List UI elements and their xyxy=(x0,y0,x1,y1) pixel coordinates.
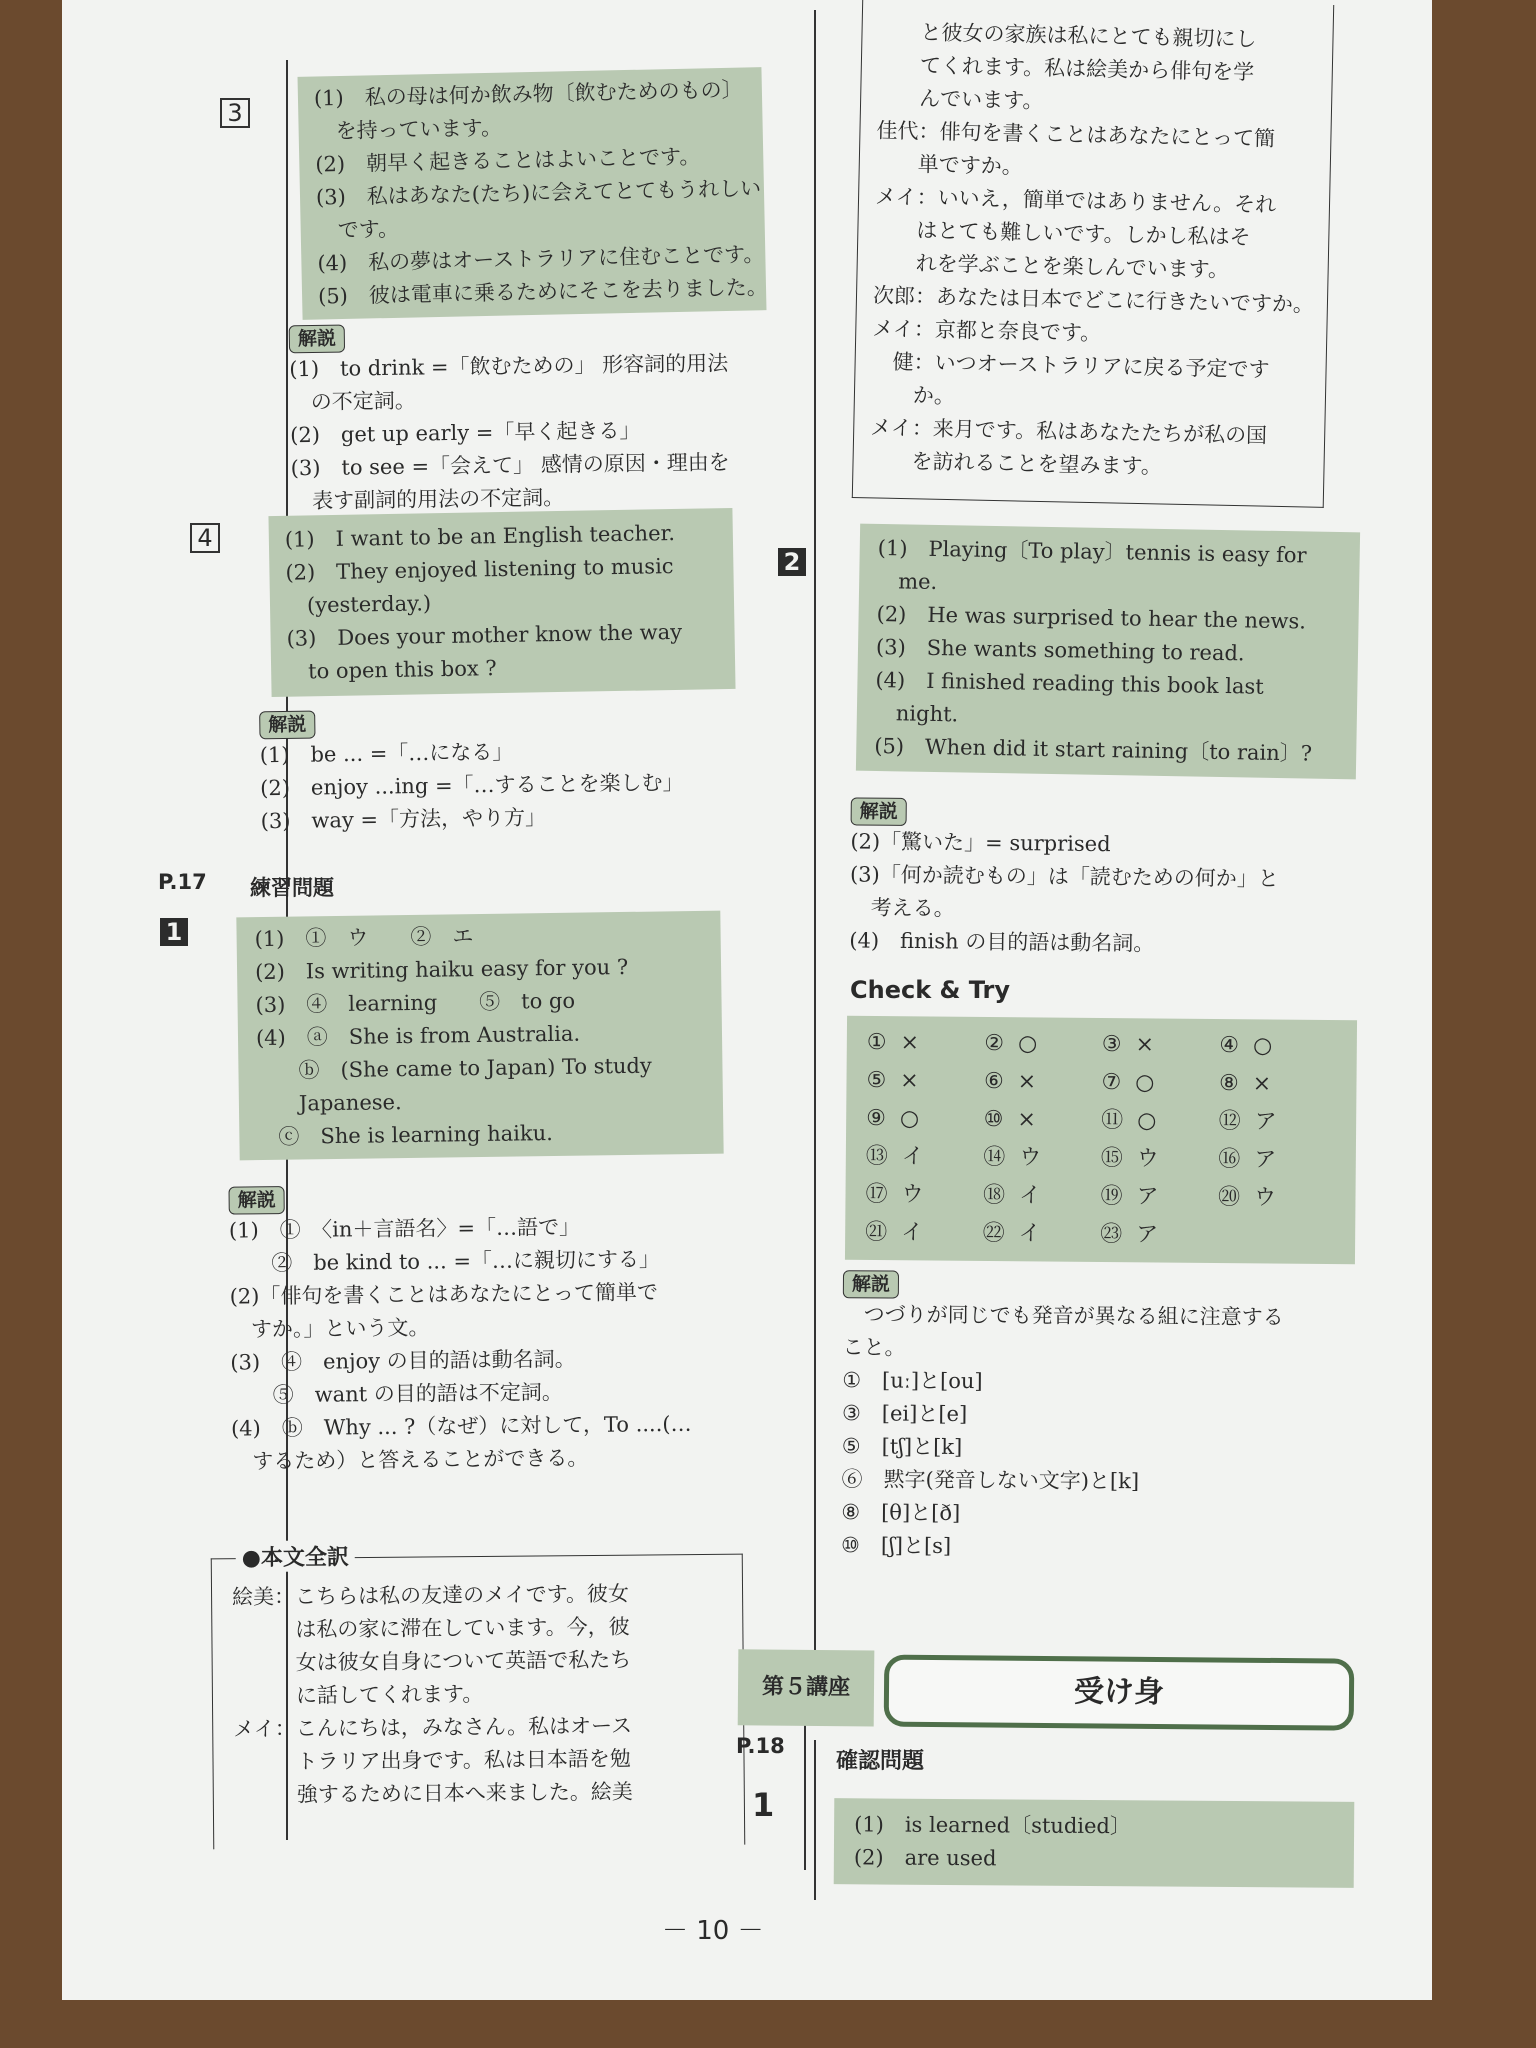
translation-line: か。 xyxy=(870,382,956,409)
item-number: ⑦ xyxy=(1101,1070,1122,1096)
item-mark: イ xyxy=(1018,1183,1042,1209)
translation-line: てくれます。私は絵美から俳句を学 xyxy=(877,52,1255,85)
item-mark: × xyxy=(1017,1107,1036,1133)
item-mark: × xyxy=(1017,1069,1037,1095)
answer-line: night. xyxy=(874,700,959,727)
question-1b-answers xyxy=(834,1798,1355,1888)
translation-line: と彼女の家族は私にとても親切にし xyxy=(878,19,1257,52)
item-mark: ウ xyxy=(1253,1185,1277,1211)
translation-continued-body xyxy=(869,15,1320,486)
question-2-notes xyxy=(849,797,1351,962)
note-line: (4) finish の目的語は動名詞。 xyxy=(849,928,1155,956)
page-ref-p18: P.18 xyxy=(736,1734,785,1758)
item-number: ⑨ xyxy=(866,1105,887,1132)
check-try-cell xyxy=(866,1064,984,1099)
item-number: ⑲ xyxy=(1100,1183,1123,1210)
item-number: ⑭ xyxy=(983,1144,1006,1171)
check-try-cell xyxy=(1219,1029,1337,1064)
check-try-cell xyxy=(1100,1218,1218,1253)
answer-line: (2) They enjoyed listening to music xyxy=(285,554,674,585)
check-try-cell xyxy=(865,1216,983,1251)
translation-line: を訪れることを望みます。 xyxy=(869,448,1163,479)
item-number: ⑳ xyxy=(1217,1185,1241,1211)
check-try-cell xyxy=(984,1027,1102,1062)
translation-line: に話してくれます。 xyxy=(232,1681,484,1709)
item-mark: ウ xyxy=(1019,1145,1042,1171)
item-number: ④ xyxy=(1219,1033,1240,1059)
answer-line: を持っています。 xyxy=(314,115,503,144)
item-mark: イ xyxy=(1018,1221,1041,1247)
answer-line: ⓒ She is learning haiku. xyxy=(257,1120,554,1150)
question-1-label: 1 xyxy=(160,918,188,946)
answer-line: (1) 私の母は何か飲み物〔飲むためのもの〕 xyxy=(313,77,743,111)
document-page xyxy=(62,0,1432,2000)
translation-line: 強するために日本へ来ました。絵美 xyxy=(233,1779,633,1808)
translation-line: 佳代：俳句を書くことはあなたにとって簡 xyxy=(876,118,1276,151)
item-number: ⑥ xyxy=(983,1068,1004,1095)
commentary-tag: 解説 xyxy=(851,797,907,826)
check-try-notes xyxy=(841,1270,1363,1566)
note-line: (2) enjoy ...ing =「…することを楽しむ」 xyxy=(260,770,684,801)
note-line: (3)「何か読むもの」は「読むための何か」と xyxy=(849,862,1279,891)
item-mark: ア xyxy=(1254,1147,1277,1173)
note-line: (3) ④ enjoy の目的語は動名詞。 xyxy=(230,1347,576,1375)
check-try-cell xyxy=(1100,1180,1218,1215)
answer-line: (2) He was surprised to hear the news. xyxy=(876,601,1307,634)
note-line: (2)「俳句を書くことはあなたにとって簡単で xyxy=(229,1280,659,1309)
question-1-notes xyxy=(228,1181,731,1478)
item-mark: × xyxy=(900,1030,920,1056)
item-mark: ア xyxy=(1136,1184,1159,1210)
item-number: ⑧ xyxy=(1218,1071,1239,1097)
answer-line: ⓑ (She came to Japan) To study xyxy=(256,1053,652,1084)
translation-box xyxy=(211,1545,746,1850)
note-line: (3) to see =「会えて」 感情の原因・理由を xyxy=(290,450,730,481)
item-number: ⑫ xyxy=(1218,1109,1241,1135)
question-2-label: 2 xyxy=(778,548,806,576)
answer-line: です。 xyxy=(316,216,400,243)
item-mark: イ xyxy=(901,1144,924,1170)
item-mark: ○ xyxy=(1137,1108,1157,1134)
note-line: 表す副詞的用法の不定詞。 xyxy=(290,485,565,514)
check-try-cell xyxy=(983,1217,1101,1252)
check-try-cell xyxy=(866,1102,984,1137)
answer-line: (2) Is writing haiku easy for you ? xyxy=(254,954,629,985)
item-number: ⑪ xyxy=(1101,1108,1124,1134)
question-3-label: 3 xyxy=(220,98,250,128)
item-number: ⑰ xyxy=(865,1181,888,1208)
item-number: ⑱ xyxy=(982,1182,1006,1209)
note-line: すか。」という文。 xyxy=(229,1315,430,1342)
lesson-title: 受け身 xyxy=(884,1655,1355,1731)
note-line: するため）と答えることができる。 xyxy=(231,1445,589,1474)
answer-line: (yesterday.) xyxy=(285,591,432,618)
p18-rule xyxy=(814,1740,816,1900)
answer-line: (3) ④ learning ⑤ to go xyxy=(255,988,576,1018)
item-mark: イ xyxy=(901,1220,924,1246)
check-try-cell xyxy=(1102,1028,1220,1063)
translation-body xyxy=(232,1578,633,1812)
item-mark: × xyxy=(1135,1032,1155,1058)
answer-line: (2) 朝早く起きることはよいことです。 xyxy=(315,144,701,177)
translation-line: トラリア出身です。私は日本語を勉 xyxy=(233,1746,631,1775)
item-number: ⑩ xyxy=(983,1106,1004,1133)
item-mark: ○ xyxy=(899,1106,920,1132)
check-try-cell xyxy=(1218,1181,1336,1216)
check-try-cell xyxy=(1218,1143,1336,1178)
item-mark: ア xyxy=(1254,1109,1277,1135)
item-number: ① xyxy=(866,1029,887,1056)
note-line: 考える。 xyxy=(849,895,955,921)
note-line: の不定詞。 xyxy=(289,388,416,415)
question-4-notes xyxy=(259,705,731,839)
translation-line: メイ：京都と奈良です。 xyxy=(872,316,1102,346)
commentary-tag: 解説 xyxy=(289,325,345,354)
answer-line: (3) Does your mother know the way xyxy=(286,619,683,651)
note-line: ⑤ [tʃ]と[k] xyxy=(841,1434,963,1460)
lesson-banner xyxy=(738,1649,1359,1734)
question-4-answers xyxy=(268,508,735,697)
translation-line: 絵美：こちらは私の友達のメイです。彼女 xyxy=(231,1581,630,1610)
page-ref-p17: P.17 xyxy=(158,870,207,894)
item-number: ㉓ xyxy=(1100,1221,1123,1248)
question-2-answers xyxy=(856,524,1360,780)
note-line: (1) ① 〈in＋言語名〉=「…語で」 xyxy=(228,1214,581,1243)
note-line: (2)「驚いた」= surprised xyxy=(850,829,1111,857)
check-try-cell xyxy=(865,1178,983,1213)
lesson-number: 第５講座 xyxy=(738,1649,875,1726)
item-number: ② xyxy=(984,1030,1005,1057)
answer-line: (4) I finished reading this book last xyxy=(875,667,1264,699)
note-line: (1) to drink =「飲むための」 形容詞的用法 xyxy=(289,351,729,382)
translation-title: ●本文全訳 xyxy=(236,1540,355,1572)
check-try-cell xyxy=(1219,1067,1337,1102)
note-line: ⑩ [ʃ]と[s] xyxy=(841,1533,952,1558)
item-number: ㉑ xyxy=(865,1219,888,1246)
item-mark: ウ xyxy=(901,1182,924,1208)
answer-line: (3) She wants something to read. xyxy=(875,634,1245,666)
check-try-title: Check & Try xyxy=(850,976,1011,1004)
answer-line: (3) 私はあなた(たち)に会えてとてもうれしい xyxy=(315,176,762,210)
commentary-tag: 解説 xyxy=(259,711,315,740)
check-try-cell xyxy=(1101,1142,1219,1177)
check-try-cell xyxy=(983,1179,1101,1214)
item-number: ⑮ xyxy=(1100,1145,1123,1172)
answer-line: (4) 私の夢はオーストラリアに住むことです。 xyxy=(317,242,765,276)
item-number: ⑯ xyxy=(1218,1147,1241,1173)
item-number: ⑬ xyxy=(865,1143,888,1170)
translation-continued-box xyxy=(852,0,1334,508)
commentary-tag: 解説 xyxy=(843,1270,899,1298)
answer-line: (4) ⓐ She is from Australia. xyxy=(255,1021,581,1051)
answer-line: (1) ① ウ ② エ xyxy=(254,924,474,952)
translation-line: 次郎：あなたは日本でどこに行きたいですか。 xyxy=(872,283,1315,317)
check-try-cell xyxy=(983,1141,1101,1176)
item-mark: ○ xyxy=(1252,1033,1273,1059)
item-mark: ウ xyxy=(1136,1146,1159,1172)
check-try-cells xyxy=(865,1026,1337,1254)
note-line: ⑤ want の目的語は不定詞。 xyxy=(230,1380,563,1408)
question-4-label: 4 xyxy=(190,523,220,553)
answer-line: (1) I want to be an English teacher. xyxy=(284,520,676,552)
note-line: つづりが同じでも発音が異なる組に注意する xyxy=(842,1302,1284,1330)
question-3-answers xyxy=(298,67,767,320)
answer-line: (1) is learned〔studied〕 xyxy=(854,1812,1131,1839)
answer-line: to open this box ? xyxy=(286,656,497,684)
answer-line: (1) Playing〔To play〕tennis is easy for xyxy=(877,535,1307,568)
item-number: ⑤ xyxy=(866,1067,887,1094)
translation-line: はとても難しいです。しかし私はそ xyxy=(874,217,1251,250)
answer-line: (2) are used xyxy=(853,1845,997,1871)
question-3-notes xyxy=(289,319,762,519)
translation-line: んでいます。 xyxy=(876,85,1044,113)
check-try-cell xyxy=(984,1103,1102,1138)
item-mark: × xyxy=(900,1068,919,1094)
check-try-cell xyxy=(1101,1066,1219,1101)
item-number: ③ xyxy=(1101,1032,1122,1058)
check-try-cell xyxy=(1101,1104,1219,1139)
note-line: (4) ⓑ Why ... ?（なぜ）に対して，To ....(… xyxy=(230,1411,692,1441)
check-try-cell xyxy=(866,1140,984,1175)
center-column-rule xyxy=(814,10,816,1650)
answer-line: (5) When did it start raining〔to rain〕? xyxy=(874,733,1313,766)
translation-line: 女は彼女自身について英語で私たち xyxy=(232,1647,632,1676)
page-number: － 10 － xyxy=(662,1916,764,1946)
note-line: ⑥ 黙字(発音しない文字)と[k] xyxy=(841,1467,1140,1494)
check-try-cell xyxy=(1219,1105,1337,1140)
item-mark: × xyxy=(1252,1071,1272,1097)
translation-line: 単ですか。 xyxy=(875,151,1024,179)
item-mark: ○ xyxy=(1017,1031,1038,1057)
note-line: こと。 xyxy=(842,1335,906,1360)
question-1-answers xyxy=(236,911,723,1161)
translation-line: メイ：こんにちは，みなさん。私はオース xyxy=(233,1713,633,1742)
note-line: ① [uː]と[ou] xyxy=(842,1368,983,1394)
check-try-grid xyxy=(845,1016,1357,1264)
answer-line: me. xyxy=(876,568,938,595)
item-mark: ○ xyxy=(1135,1070,1155,1096)
section-title-practice: 練習問題 xyxy=(250,876,334,900)
check-try-cell xyxy=(867,1026,985,1061)
commentary-tag: 解説 xyxy=(228,1186,284,1215)
question-1b-label: 1 xyxy=(752,1786,775,1824)
translation-line: は私の家に滞在しています。今，彼 xyxy=(232,1614,630,1643)
note-line: ⑧ [θ]と[ð] xyxy=(841,1500,961,1526)
translation-line: れを学ぶことを楽しんでいます。 xyxy=(873,250,1230,282)
item-number: ㉒ xyxy=(982,1220,1005,1247)
section-title-confirm: 確認問題 xyxy=(836,1749,925,1774)
answer-line: Japanese. xyxy=(256,1090,402,1117)
note-line: (1) be ... =「…になる」 xyxy=(259,739,514,768)
translation-line: メイ：来月です。私はあなたたちが私の国 xyxy=(870,415,1268,448)
translation-line: 健：いつオーストラリアに戻る予定です xyxy=(871,349,1270,382)
translation-line: メイ：いいえ，簡単ではありません。それ xyxy=(874,184,1277,217)
item-mark: ア xyxy=(1136,1222,1159,1248)
check-try-cell xyxy=(984,1065,1102,1100)
note-line: (2) get up early =「早く起きる」 xyxy=(290,418,641,448)
note-line: (3) way =「方法，やり方」 xyxy=(260,805,547,834)
note-line: ③ [ei]と[e] xyxy=(841,1401,968,1427)
answer-line: (5) 彼は電車に乗るためにそこを去りました。 xyxy=(317,275,769,309)
note-line: ② be kind to ... =「…に親切にする」 xyxy=(229,1247,661,1276)
